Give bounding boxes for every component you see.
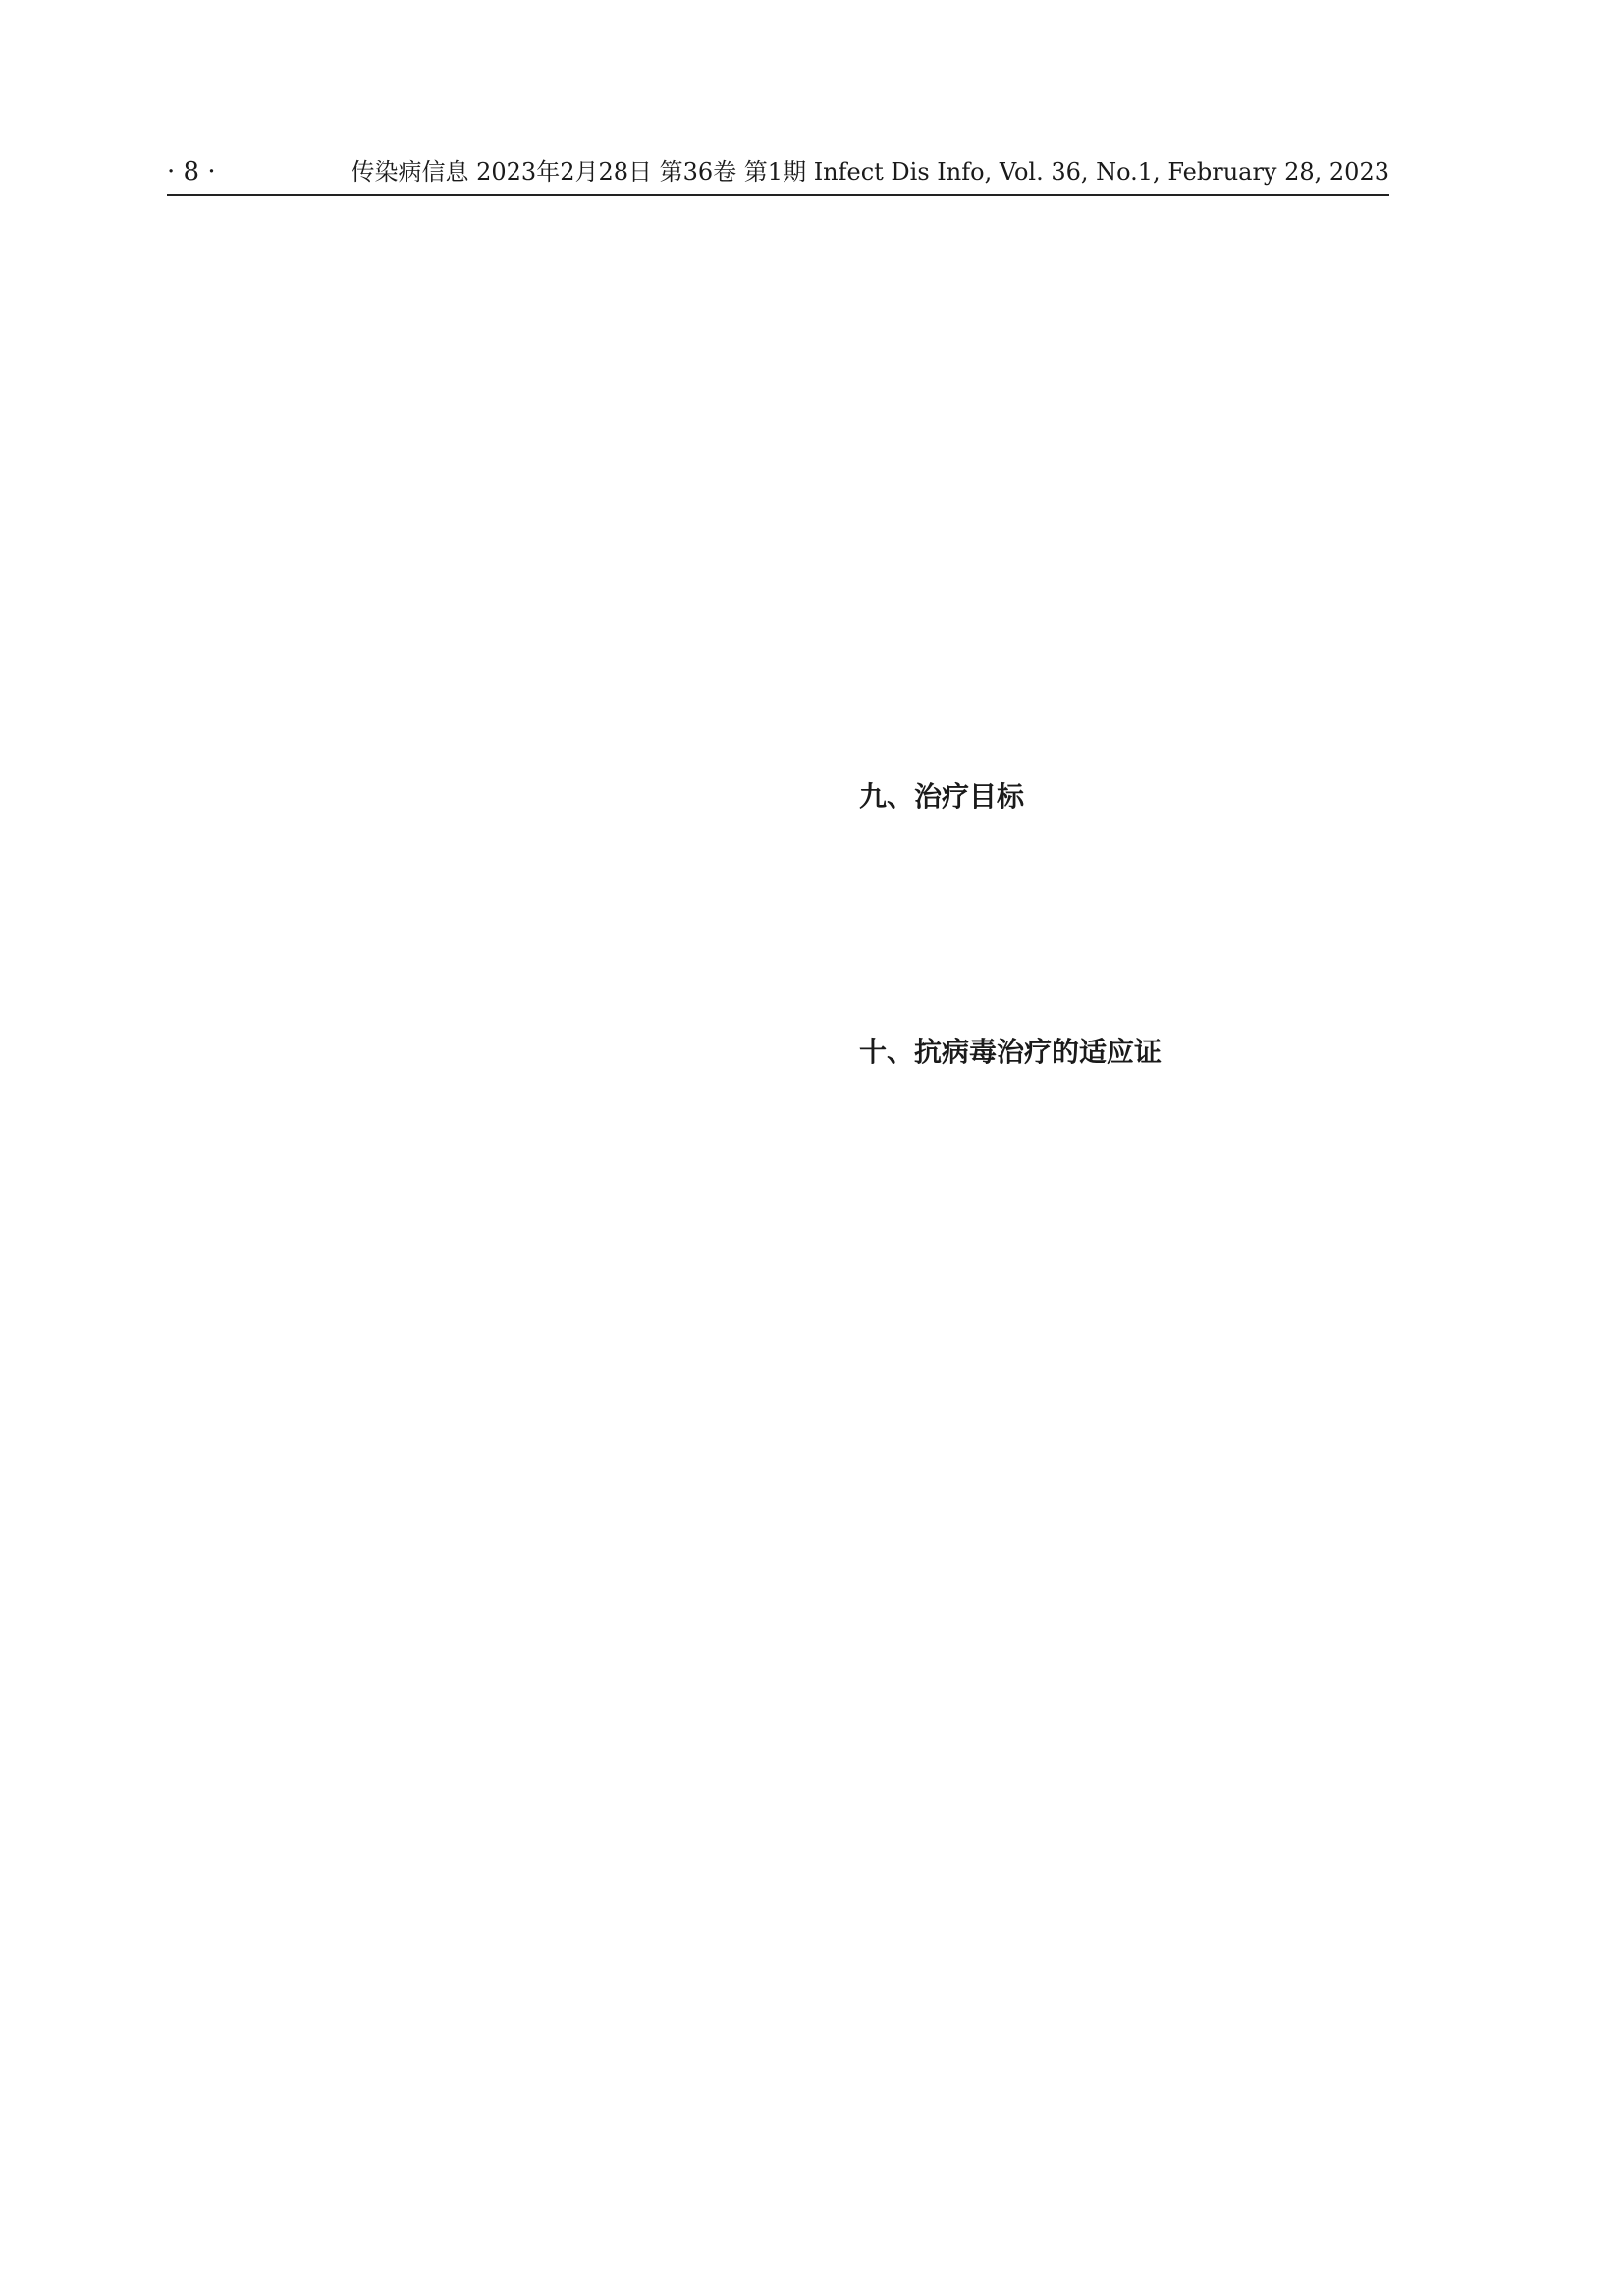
section-heading-9: 九、治疗目标 bbox=[859, 780, 1025, 813]
page-number: · 8 · bbox=[167, 157, 216, 187]
running-header bbox=[167, 147, 1389, 196]
right-column bbox=[859, 226, 1448, 2189]
left-column bbox=[167, 226, 756, 2189]
running-title: 传染病信息 2023年2月28日 第36卷 第1期 Infect Dis Info, Vol. 36, No.1, February 28, 2023 bbox=[351, 158, 1389, 186]
section-heading-10: 十、抗病毒治疗的适应证 bbox=[859, 1036, 1163, 1068]
